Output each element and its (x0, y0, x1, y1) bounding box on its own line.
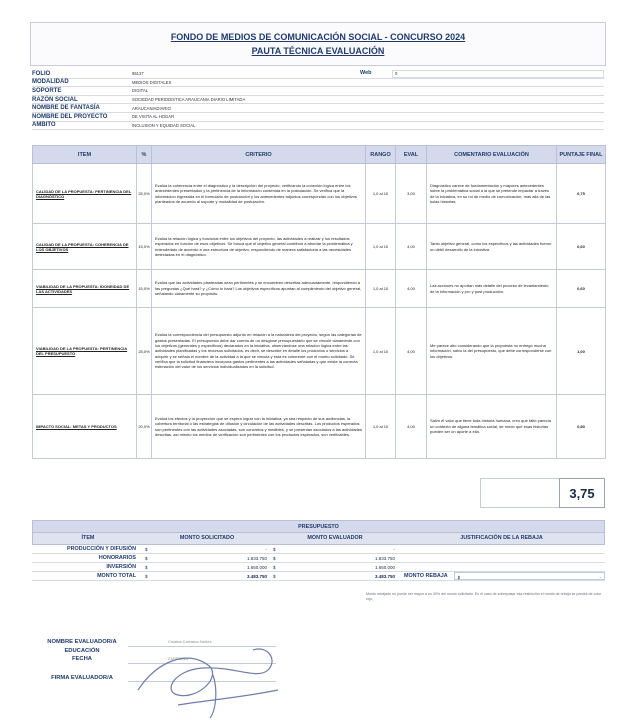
budget-note: Monto rebajado no puede ser mayor a un 30% del monto solicitado. En el caso de sobrepasar esa restricción el monto de rebaja se pondrá de color rojo. (366, 592, 602, 602)
monto-rebaja-label: MONTO REBAJA (404, 573, 448, 579)
item-criteria: Evalúa que las actividades planteadas sean pertinentes y se encuentren descritas adecuadamente, respondiendo a las preguntas ¿Qué hará? y ¿Cómo lo hará? Los objetivos específicos apuntan al cumplimiento del objetivo general, señalando claramente su propósito. (152, 270, 366, 308)
col-header-eval: EVAL (396, 146, 427, 164)
item-comment: Tanto objetivo general, como los específicos y las actividades fueron un débil desarrollo de la iniciativa. (427, 224, 557, 270)
budget-header-solicitado: MONTO SOLICITADO (179, 535, 235, 541)
currency: $ (273, 574, 276, 579)
handwritten-signature (118, 620, 318, 720)
table-header-row (33, 146, 606, 164)
evaluator-name-value: Cristina Carrasco Núñez (128, 639, 276, 647)
budget-total-row (32, 572, 605, 581)
item-range: 1,0 al 10 (366, 308, 396, 395)
item-name: CALIDAD DE LA PROPUESTA: COHERENCIA DE LOS OBJETIVOS (33, 224, 137, 270)
budget-justificacion[interactable] (398, 554, 605, 562)
evaluator-name-label: NOMBRE EVALUADOR/A (47, 639, 117, 646)
item-comment: Diagnóstico carece de fundamentación y mayores antecedentes sobre la problemática social a la que se pretende impactar a través de la iniciativa, en su rol de medio de comunicación, más allá de las solas historias. (427, 164, 557, 224)
budget-evaluador: 1.650.000 (374, 565, 395, 570)
total-spacer (480, 478, 559, 508)
info-value: INCLUSION Y EQUIDAD SOCIAL (132, 122, 196, 128)
currency: $ (145, 556, 148, 561)
budget-header-item: ÍTEM (81, 535, 95, 541)
budget-justificacion[interactable] (398, 563, 605, 571)
table-row (33, 308, 606, 395)
info-value: MEDIOS DIGITALES (132, 79, 172, 85)
table-row (33, 270, 606, 308)
budget-solicitado: 1.833.750 (246, 556, 267, 561)
budget-item: PRODUCCIÓN Y DIFUSIÓN (67, 546, 136, 552)
col-header-rango: RANGO (366, 146, 396, 164)
currency: $ (145, 565, 148, 570)
budget-total-solicitado: 3.483.750 (246, 574, 267, 579)
budget-header-row (32, 533, 605, 545)
budget-total-label: MONTO TOTAL (97, 573, 136, 579)
item-criteria: Evalúa los efectos y la proyección que se espera lograr con la iniciativa, ya sea respecto de sus audiencias, la cobertura territorial o las estrategias de difusión y circulación de las actividades descritas. Los productos esperados son pertinentes con las actividades asociadas, son concretos y medibles, y se presentan asociados a las actividades descritas, así mismo los medios de verificación son pertinentes con los productos esperados, son verificables. (152, 395, 366, 459)
budget-evaluador: - (393, 547, 395, 552)
info-label: NOMBRE DE FANTASÍA (32, 105, 100, 112)
total-score: 3,75 (559, 478, 605, 508)
date-value: 23/09/2024 (128, 656, 276, 664)
budget-header-evaluador: MONTO EVALUADOR (307, 535, 363, 541)
web-value: 0 (392, 70, 604, 78)
info-label: FOLIO (32, 70, 51, 77)
col-header-criterio: CRITERIO (152, 146, 366, 164)
education-label: EDUCACIÓN (64, 647, 100, 654)
item-name: CALIDAD DE LA PROPUESTA: PERTINENCIA DEL DIAGNÓSTICO (33, 164, 137, 224)
item-range: 1,0 al 10 (366, 224, 396, 270)
info-row (32, 122, 604, 131)
info-value: DE VISITA AL HOGAR (132, 114, 175, 120)
item-score: 0,80 (557, 395, 606, 459)
item-comment: Las acciones no aportan más detalle del proceso de levantamiento de la información y pro y post producción. (427, 270, 557, 308)
item-weight: 15,0% (137, 224, 152, 270)
item-criteria: Evalúa la coherencia entre el diagnóstico y la descripción del proyecto, verificando la conexión lógica entre los antecedentes presentados y la pertinencia de la información contenida en la postulación. Se verifica que la información ingresada en el formulario de postulación y los antecedentes adjuntos correspondan con los objetivos planteados de acuerdo al soporte y modalidad de postulación. (152, 164, 366, 224)
item-eval: 4,00 (396, 224, 427, 270)
item-criteria: Evalúa la correspondencia del presupuesto adjunto en relación a la naturaleza del proyecto, según las categorías de gastos presentadas. El presupuesto debe dar cuenta de un desglose presupuestario que se vincule claramente con los objetivos (generales y específicos) declarados en la iniciativa, observándose una relación lógica entre las actividades planificadas y los recursos solicitados, es decir, se describe en detalle los productos o servicios a adquirir y se señala el nombre de la actividad a la que se vincula y esta es coherente con el monto solicitado. Se verifica que la solicitud financiera incorpora gastos pertinentes a las actividades señaladas y que existe la correcta estimación del valor de los servicios individualizados en la solicitud. (152, 308, 366, 395)
monto-rebaja-value: - (599, 575, 601, 580)
date-label: FECHA (72, 656, 92, 663)
budget-evaluador: 1.833.750 (374, 556, 395, 561)
item-comment: Me parece alto considerando que la propuesta no entregó mucha información, salvo la del presupuesto, que debe corresponderse con los objetivos. (427, 308, 557, 395)
item-comment: Salvo el valor que tiene toda historia humana, creo que faltó parecía un contexto de alguna temática social, de modo que esas historias pueden ser un aporte a ella. (427, 395, 557, 459)
budget-row (32, 545, 605, 554)
info-row (32, 87, 604, 96)
info-label: AMBITO (32, 122, 56, 129)
item-weight: 25,0% (137, 308, 152, 395)
item-eval: 4,00 (396, 308, 427, 395)
item-name: VIABILIDAD DE LA PROPUESTA: IDONEIDAD DE LAS ACTIVIDADES (33, 270, 137, 308)
item-eval: 4,00 (396, 270, 427, 308)
item-score: 1,00 (557, 308, 606, 395)
col-header-puntaje: PUNTAJE FINAL (557, 146, 606, 164)
item-weight: 20,0% (137, 395, 152, 459)
item-range: 1,0 al 10 (366, 270, 396, 308)
item-name: VIABILIDAD DE LA PROPUESTA: PERTINENCIA DEL PRESUPUESTO (33, 308, 137, 395)
item-range: 1,0 al 10 (366, 164, 396, 224)
item-weight: 15,0% (137, 270, 152, 308)
signature-label: FIRMA EVALUADOR/A (51, 674, 113, 681)
budget-item: INVERSIÓN (106, 564, 136, 570)
info-label: RAZÓN SOCIAL (32, 96, 78, 103)
signature-stroke (138, 649, 278, 718)
info-value: SOCIEDAD PERIODISTICA ARAUCANIA DIARIO LIMITADA (132, 97, 246, 103)
budget-item: HONORARIOS (98, 555, 136, 561)
col-header-item: ITEM (33, 146, 137, 164)
info-row (32, 104, 604, 113)
document-header (30, 22, 606, 66)
budget-solicitado: 1.650.000 (246, 565, 267, 570)
document-subtitle: PAUTA TÉCNICA EVALUACIÓN (251, 46, 385, 56)
info-row (32, 96, 604, 105)
item-eval: 3,00 (396, 164, 427, 224)
project-info (32, 70, 604, 130)
info-value: 95137 (132, 71, 144, 77)
item-range: 1,0 al 10 (366, 395, 396, 459)
budget-section (32, 520, 605, 581)
currency: $ (145, 547, 148, 552)
item-score: 0,60 (557, 224, 606, 270)
currency: $ (273, 556, 276, 561)
table-row (33, 224, 606, 270)
info-label: SOPORTE (32, 87, 62, 94)
item-name: IMPACTO SOCIAL: METAS Y PRODUCTOS (33, 395, 137, 459)
budget-total-evaluador: 3.483.750 (374, 574, 395, 579)
info-row (32, 79, 604, 88)
currency: $ (145, 574, 148, 579)
info-value: DIGITAL (132, 88, 148, 94)
table-row (33, 395, 606, 459)
table-row (33, 164, 606, 224)
item-eval: 4,00 (396, 395, 427, 459)
currency: $ (273, 565, 276, 570)
item-score: 0,60 (557, 270, 606, 308)
evaluation-table (32, 145, 606, 459)
budget-title: PRESUPUESTO (32, 520, 605, 533)
budget-row (32, 554, 605, 563)
item-weight: 25,0% (137, 164, 152, 224)
col-header-comentario: COMENTARIO EVALUACIÓN (427, 146, 557, 164)
item-criteria: Evalúa la relación lógica y funcional entre los objetivos del proyecto, las actividades a realizar y los resultados esperados en función de esos objetivos. Se busca que el objetivo general contribuir a abordar la problemática y entendedato de acuerdo a una estructura de objetivo, respondiendo de manera satisfactoria a las necesidades detectadas en el diagnóstico. (152, 224, 366, 270)
item-score: 0,75 (557, 164, 606, 224)
col-header-pct: % (137, 146, 152, 164)
currency: $ (273, 547, 276, 552)
web-label: Web (360, 70, 372, 76)
budget-solicitado: - (265, 547, 267, 552)
budget-header-justificacion: JUSTIFICACIÓN DE LA REBAJA (460, 535, 543, 541)
monto-rebaja-field[interactable] (454, 572, 605, 580)
currency: $ (457, 575, 461, 580)
budget-row (32, 563, 605, 572)
info-label: NOMBRE DEL PROYECTO (32, 113, 108, 120)
info-value: ARAUCANIADIARIO (132, 105, 171, 111)
info-row (32, 113, 604, 122)
budget-justificacion[interactable] (398, 545, 605, 553)
info-label: MODALIDAD (32, 79, 69, 86)
document-title: FONDO DE MEDIOS DE COMUNICACIÓN SOCIAL - CONCURSO 2024 (170, 32, 466, 42)
